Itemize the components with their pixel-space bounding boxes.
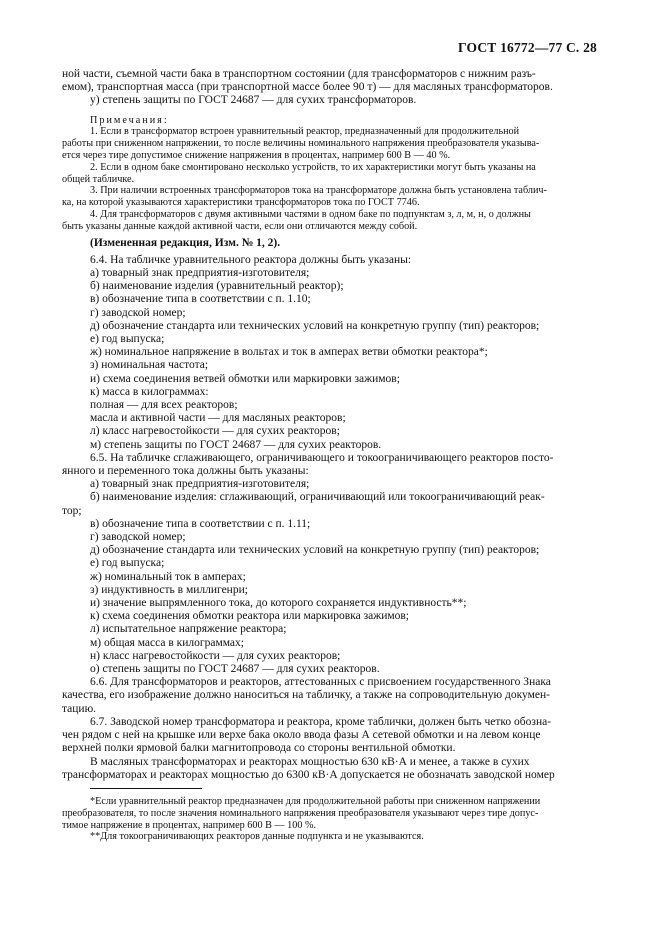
list-item: ж) номинальный ток в амперах; xyxy=(90,570,246,583)
text-line: трансформаторах и реакторах мощностью до 6300 кВ·А допускается не обозначать заводской номер xyxy=(62,768,555,781)
text-line: 6.6. Для трансформаторов и реакторов, аттестованных с присвоением государственного Знака xyxy=(90,676,551,689)
list-item: е) год выпуска; xyxy=(90,557,165,570)
list-item: а) товарный знак предприятия-изготовителя; xyxy=(90,478,310,491)
list-item: о) степень защиты по ГОСТ 24687 — для сухих реакторов. xyxy=(90,663,380,676)
list-item: н) класс нагревостойкости — для сухих реакторов; xyxy=(90,649,341,662)
note-line: работы при сниженном напряжении, то после величины номинального напряжения преобразователя указыва- xyxy=(62,138,540,150)
mass-line: масла и активной части — для масляных реакторов; xyxy=(90,412,346,425)
footnote-divider xyxy=(90,788,202,789)
list-item: к) схема соединения обмотки реактора или маркировка зажимов; xyxy=(90,610,410,623)
section-6-5 xyxy=(62,452,598,676)
note-line: общей табличке. xyxy=(62,173,135,185)
page-header: ГОСТ 16772—77 С. 28 xyxy=(458,40,597,55)
text-line: ной части, съемной части бака в транспортном состоянии (для трансформаторов с нижним разъ- xyxy=(62,68,536,80)
list-item: у) степень защиты по ГОСТ 24687 — для сухих трансформаторов. xyxy=(90,94,417,107)
list-item: б) наименование изделия (уравнительный реактор); xyxy=(90,280,344,293)
list-item: м) степень защиты по ГОСТ 24687 — для сухих реакторов. xyxy=(90,438,382,451)
list-item: и) схема соединения ветвей обмотки или маркировки зажимов; xyxy=(90,372,400,385)
footnote-line: тимое напряжение в процентах, например 600 В — 100 %. xyxy=(62,819,317,831)
note-line: 1. Если в трансформатор встроен уравнительный реактор, предназначенный для продолжительной xyxy=(90,126,520,138)
text-line: верхней полки ярмовой балки магнитопровода со стороны вентильной обмотки. xyxy=(62,742,456,755)
mass-line: полная — для всех реакторов; xyxy=(90,399,238,412)
document-body xyxy=(62,68,598,843)
text-line: качества, его изображение должно наноситься на табличку, а также на сопроводительную докумен- xyxy=(62,689,551,702)
list-item: ж) номинальное напряжение в вольтах и ток в амперах ветви обмотки реактора*; xyxy=(90,346,488,359)
list-item: г) заводской номер; xyxy=(90,531,186,544)
note-line: ется через тире допустимое снижение напряжения в процентах, например 600 В — 40 %. xyxy=(62,150,451,161)
text-line: емом), транспортная масса (при транспортной массе более 90 т) — для масляных трансформаторов. xyxy=(62,81,553,94)
text-line: чен рядом с ней на крышке или верхе бака около ввода фазы А сетевой обмотки и на левом конце xyxy=(62,729,541,742)
text-line: В масляных трансформаторах и реакторах мощностью 630 кВ·А и менее, а также в сухих xyxy=(90,755,530,768)
list-item: м) общая масса в килограммах; xyxy=(90,636,244,649)
list-item: в) обозначение типа в соответствии с п. 1.10; xyxy=(90,293,311,306)
note-line: 3. При наличии встроенных трансформаторов тока на трансформаторе должна быть установлена таблич- xyxy=(90,185,547,197)
list-item: л) класс нагревостойкости — для сухих реакторов; xyxy=(90,425,340,438)
footnote-line: **Для токоограничивающих реакторов данные подпункта и не указываются. xyxy=(90,831,424,843)
section-6-7 xyxy=(62,716,598,782)
note-line: 2. Если в одном баке смонтировано несколько устройств, то их характеристики могут быть указаны на xyxy=(90,161,536,173)
revision-note: (Измененная редакция, Изм. № 1, 2). xyxy=(90,236,281,249)
list-item: в) обозначение типа в соответствии с п. 1.11; xyxy=(90,517,311,530)
note-line: ка, на которой указываются характеристики трансформаторов тока по ГОСТ 7746. xyxy=(62,197,420,209)
section-intro: 6.5. На табличке сглаживающего, ограничивающего и токоограничивающего реакторов посто- xyxy=(90,451,554,464)
text-line: 6.7. Заводской номер трансформатора и реактора, кроме таблички, должен быть четко обозна- xyxy=(90,715,552,728)
section-6-4 xyxy=(62,254,598,452)
footnote-line: преобразователя, то после значения номинального напряжения преобразователя указывают через тире допус- xyxy=(62,807,539,819)
list-item: а) товарный знак предприятия-изготовителя; xyxy=(90,266,310,279)
section-6-6 xyxy=(62,676,598,716)
notes-heading: Примечания: xyxy=(90,114,169,126)
text-line: янного и переменного тока должны быть указаны: xyxy=(62,465,309,478)
list-item: к) масса в килограммах: xyxy=(90,385,209,398)
note-line: 4. Для трансформаторов с двумя активными частями в одном баке по подпунктам з, л, м, н, о должны xyxy=(90,208,531,220)
text-line: тацию. xyxy=(62,702,97,715)
list-item: з) номинальная частота; xyxy=(90,359,209,372)
list-item: е) год выпуска; xyxy=(90,333,165,345)
text-line: тор; xyxy=(62,504,82,517)
list-item: б) наименование изделия: сглаживающий, ограничивающий или токоограничивающий реак- xyxy=(90,491,545,504)
note-line: быть указаны данные каждой активной части, если они отличаются между собой. xyxy=(62,220,418,232)
list-item: д) обозначение стандарта или технических условий на конкретную группу (тип) реакторов; xyxy=(90,319,540,332)
list-item: г) заводской номер; xyxy=(90,306,186,319)
list-item: и) значение выпрямленного тока, до которого сохраняется индуктивность**; xyxy=(90,597,467,610)
footnote-line: *Если уравнительный реактор предназначен для продолжительной работы при сниженном напряжении xyxy=(90,795,541,807)
notes-block xyxy=(62,115,598,233)
footnotes xyxy=(62,796,598,843)
section-intro: 6.4. На табличке уравнительного реактора должны быть указаны: xyxy=(90,253,412,266)
list-item: л) испытательное напряжение реактора; xyxy=(90,623,287,636)
list-item: д) обозначение стандарта или технических условий на конкретную группу (тип) реакторов; xyxy=(90,544,540,557)
list-item: з) индуктивность в миллигенри; xyxy=(90,583,248,596)
